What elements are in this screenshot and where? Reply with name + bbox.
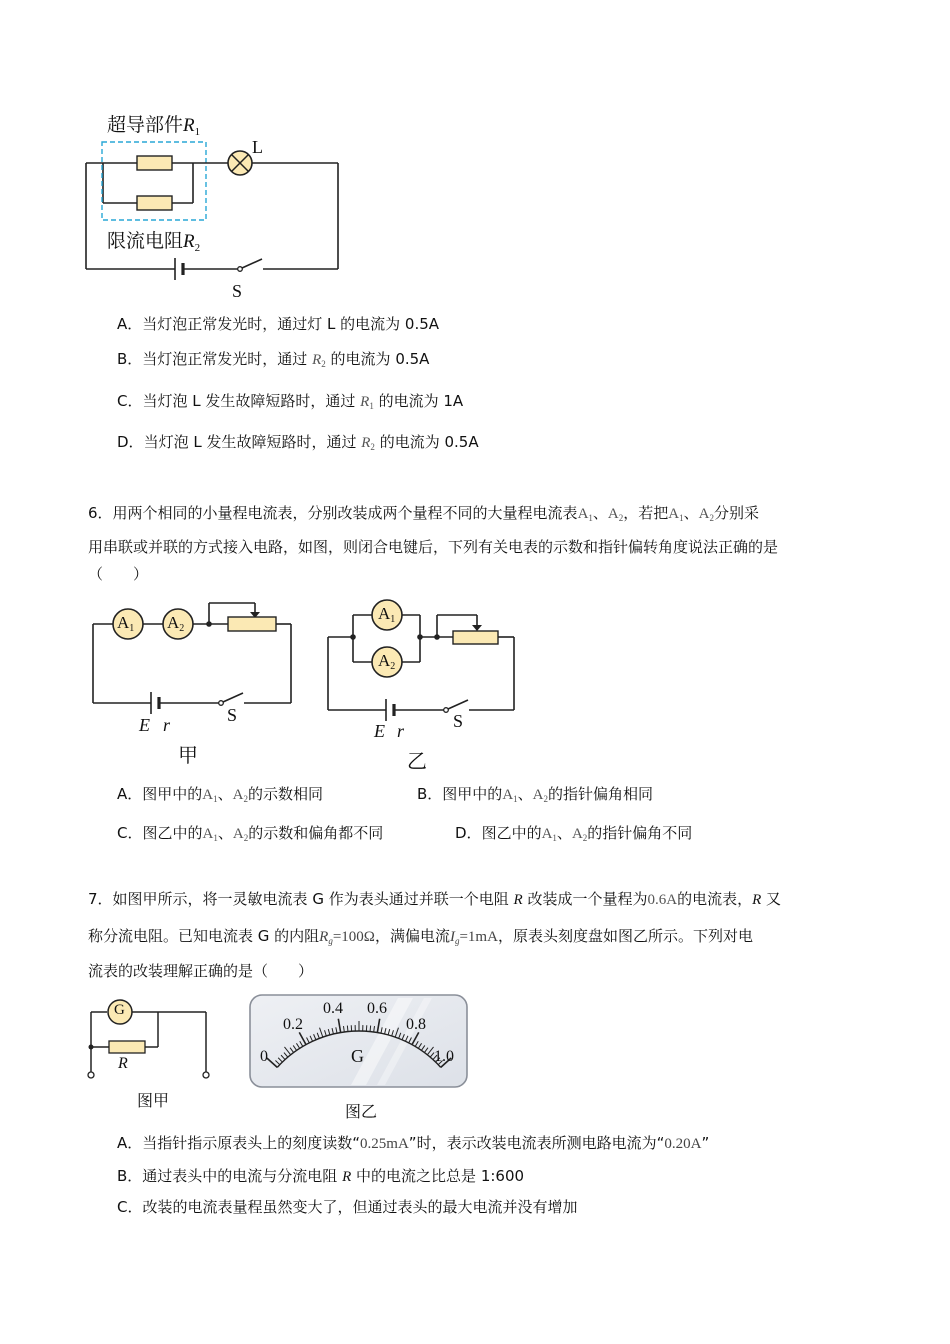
q5-label-r1: 超导部件$R_1$ xyxy=(107,115,201,138)
q7-dial-tick-0.8: 0.8 xyxy=(406,1016,426,1033)
q7-stem-line3: 流表的改装理解正确的是（ ） xyxy=(88,962,314,980)
q7-stem-line2: 称分流电阻。已知电流表 G 的内阻$R_g=100\Omega$，满偏电流$I_g=1mA$，原表头刻度盘如图乙所示。下列对电 xyxy=(88,927,753,946)
q7-caption-jia: 图甲 xyxy=(137,1093,170,1110)
q6-yi-a2-label: A2 xyxy=(378,651,396,672)
q7-dial-tick-0.2: 0.2 xyxy=(283,1016,303,1033)
q7-dial-tick-0.4: 0.4 xyxy=(323,1000,343,1017)
q6-jia-emf-label: E xyxy=(139,715,150,735)
q7-circuit-jia xyxy=(80,992,220,1087)
switch-icon xyxy=(444,708,449,713)
q7-dial-tick-1.0: 1.0 xyxy=(434,1048,454,1065)
q7-option-c[interactable]: C．改装的电流表量程虽然变大了，但通过表头的最大电流并没有增加 xyxy=(117,1198,578,1216)
q6-yi-r-label: r xyxy=(397,721,405,741)
rheostat-icon xyxy=(453,631,498,644)
q6-option-d[interactable]: D．图乙中的$A_1$、$A_2$的指针偏角不同 xyxy=(455,824,693,843)
q6-option-a[interactable]: A．图甲中的$A_1$、$A_2$的示数相同 xyxy=(117,785,323,804)
q7-caption-yi: 图乙 xyxy=(345,1104,378,1121)
q5-option-b[interactable]: B．当灯泡正常发光时，通过 $R_2$ 的电流为 0.5A xyxy=(117,350,430,369)
q7-g-label: G xyxy=(114,1002,125,1018)
q6-yi-emf-label: E xyxy=(374,721,385,741)
switch-icon xyxy=(219,701,224,706)
q6-jia-switch-label: S xyxy=(227,705,238,725)
dial-tick-mark xyxy=(370,1026,371,1032)
q6-circuit-yi xyxy=(320,595,530,735)
dial-tick-mark xyxy=(347,1026,348,1032)
r1-resistor xyxy=(137,156,172,170)
q7-r-label: R xyxy=(118,1055,128,1072)
q6-caption-yi: 乙 xyxy=(407,751,427,773)
q6-jia-a2-label: A2 xyxy=(167,613,185,634)
q7-dial-center-g: G xyxy=(351,1046,364,1066)
q6-caption-jia: 甲 xyxy=(178,745,198,767)
q7-option-b[interactable]: B．通过表头中的电流与分流电阻 R 中的电流之比总是 1:600 xyxy=(117,1167,525,1185)
terminal-icon xyxy=(88,1072,94,1078)
q6-stem-line3: （ ） xyxy=(88,565,149,583)
q6-jia-a1-label: A1 xyxy=(117,613,135,634)
q7-dial-figure xyxy=(248,993,470,1091)
q7-stem-line1: 7．如图甲所示，将一灵敏电流表 G 作为表头通过并联一个电阻 R 改装成一个量程为0.6A的电流表，R 又 xyxy=(88,890,782,908)
r2-resistor xyxy=(137,196,172,210)
rheostat-icon xyxy=(228,617,276,631)
q6-yi-switch-label: S xyxy=(453,711,464,731)
q6-option-c[interactable]: C．图乙中的$A_1$、$A_2$的示数和偏角都不同 xyxy=(117,824,384,843)
q6-stem-line2: 用串联或并联的方式接入电路，如图，则闭合电键后，下列有关电表的示数和指针偏转角度说法正确的是 xyxy=(88,538,779,556)
q6-option-b[interactable]: B．图甲中的$A_1$、$A_2$的指针偏角相同 xyxy=(417,785,654,804)
q5-option-c[interactable]: C．当灯泡 L 发生故障短路时，通过 $R_1$ 的电流为 1A xyxy=(117,392,464,411)
q6-yi-a1-label: A1 xyxy=(378,604,396,625)
q7-option-a[interactable]: A．当指针指示原表头上的刻度读数“0.25mA”时，表示改装电流表所测电路电流为“0.20A” xyxy=(117,1134,710,1152)
q7-dial-tick-0: 0 xyxy=(260,1048,268,1065)
q5-option-a[interactable]: A．当灯泡正常发光时，通过灯 L 的电流为 0.5A xyxy=(117,315,440,333)
q5-lamp-label: L xyxy=(252,137,263,157)
q5-option-d[interactable]: D．当灯泡 L 发生故障短路时，通过 $R_2$ 的电流为 0.5A xyxy=(117,433,479,452)
terminal-icon xyxy=(203,1072,209,1078)
q6-stem-line1: 6．用两个相同的小量程电流表，分别改装成两个量程不同的大量程电流表$A_1$、$A_2$，若把$A_1$、$A_2$分别采 xyxy=(88,504,759,523)
switch-icon xyxy=(238,267,243,272)
q5-label-r2: 限流电阻$R_2$ xyxy=(107,231,201,254)
shunt-resistor xyxy=(109,1041,145,1053)
q5-switch-label: S xyxy=(232,281,243,301)
q6-jia-r-label: r xyxy=(163,715,171,735)
q7-dial-tick-0.6: 0.6 xyxy=(367,1000,387,1017)
